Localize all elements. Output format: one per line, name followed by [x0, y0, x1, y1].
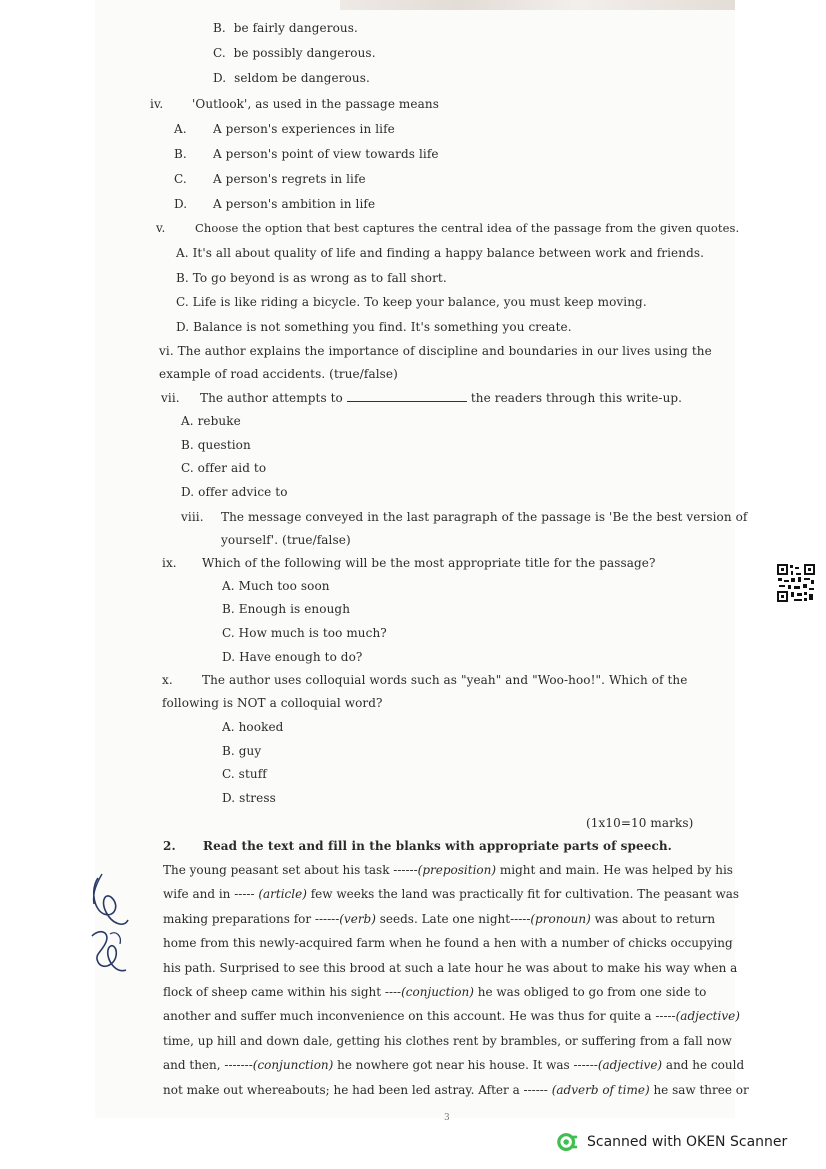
q1-ix-option-c: C. How much is too much? — [222, 626, 387, 640]
q1-v-question: Choose the option that best captures the central idea of the passage from the given quotes. — [195, 221, 740, 235]
q1-v-option-c: C. Life is like riding a bicycle. To keep your balance, you must keep moving. — [176, 295, 647, 309]
q1-iii-option-d: D. seldom be dangerous. — [213, 71, 370, 85]
passage-text: he nowhere got near his house. It was ------ — [333, 1058, 598, 1072]
passage-text: making preparations for ------ — [163, 912, 340, 926]
passage-text: wife and in ----- — [163, 887, 259, 901]
q1-vii-option-a: A. rebuke — [181, 414, 241, 428]
q1-iv-option-a-letter: A. — [174, 122, 187, 136]
q1-x-option-d: D. stress — [222, 791, 276, 805]
q1-vii-option-d: D. offer advice to — [181, 485, 288, 499]
blank-hint: (adjective) — [597, 1058, 663, 1072]
q1-v-option-d: D. Balance is not something you find. It's something you create. — [176, 320, 572, 334]
passage-text: few weeks the land was practically fit for cultivation. The peasant was — [306, 887, 740, 901]
q2-number: 2. — [163, 839, 176, 853]
q2-passage-line — [163, 863, 733, 878]
q1-iv-option-c: A person's regrets in life — [213, 172, 366, 186]
q1-iii-option-b: B. be fairly dangerous. — [213, 21, 358, 35]
q2-passage-line — [163, 936, 733, 951]
q1-vii-before: The author attempts to — [200, 391, 343, 405]
passage-text: another and suffer much inconvenience on this account. He was thus for quite a ----- — [163, 1009, 676, 1023]
q1-vi-line-2: example of road accidents. (true/false) — [159, 367, 398, 381]
blank-hint: (verb) — [339, 912, 376, 926]
passage-text: time, up hill and down dale, getting his clothes rent by brambles, or suffering from a fall now — [163, 1034, 732, 1048]
passage-text: and he could — [662, 1058, 745, 1072]
passage-text: flock of sheep came within his sight ---- — [163, 985, 402, 999]
q1-vii-option-b: B. question — [181, 438, 251, 452]
q1-ix-option-b: B. Enough is enough — [222, 602, 351, 616]
passage-text: he was obliged to go from one side to — [473, 985, 707, 999]
blank-hint: (adverb of time) — [551, 1083, 650, 1097]
passage-text: and then, ------- — [163, 1058, 253, 1072]
q1-vii-question — [200, 391, 682, 406]
scanner-watermark — [557, 1130, 787, 1154]
q1-iv-option-b-letter: B. — [174, 147, 187, 161]
q1-viii-line-2: yourself'. (true/false) — [221, 533, 351, 547]
passage-text: The young peasant set about his task ------ — [163, 863, 418, 877]
page-number: 3 — [444, 1113, 450, 1123]
blank-hint: (adjective) — [675, 1009, 740, 1023]
q1-viii-line-1: The message conveyed in the last paragraph of the passage is 'Be the best version of — [221, 510, 748, 524]
q2-passage-line — [163, 887, 740, 902]
passage-text: he saw three or — [649, 1083, 749, 1097]
q1-v-option-a: A. It's all about quality of life and finding a happy balance between work and friends. — [176, 246, 705, 260]
q1-vii-number: vii. — [161, 391, 180, 405]
q1-v-option-b: B. To go beyond is as wrong as to fall short. — [176, 271, 447, 285]
q1-x-line-1: The author uses colloquial words such as "yeah" and "Woo-hoo!". Which of the — [202, 673, 688, 687]
q1-vii-option-c: C. offer aid to — [181, 461, 267, 475]
q1-iv-question: 'Outlook', as used in the passage means — [192, 97, 439, 111]
q1-ix-question: Which of the following will be the most appropriate title for the passage? — [202, 556, 656, 570]
q1-iv-option-a: A person's experiences in life — [213, 122, 395, 136]
q2-passage-line — [163, 1083, 749, 1098]
watermark-text: Scanned with OKEN Scanner — [587, 1134, 788, 1150]
q1-ix-option-a: A. Much too soon — [222, 579, 330, 593]
passage-text: home from this newly-acquired farm when he found a hen with a number of chicks occupying — [163, 936, 733, 950]
q1-x-line-2: following is NOT a colloquial word? — [162, 696, 383, 710]
passage-text: seeds. Late one night----- — [375, 912, 531, 926]
q1-iii-option-c: C. be possibly dangerous. — [213, 46, 376, 60]
q2-passage-line — [163, 1009, 740, 1024]
blank-hint: (conjuction) — [401, 985, 474, 999]
q1-x-number: x. — [162, 673, 173, 687]
q1-ix-option-d: D. Have enough to do? — [222, 650, 363, 664]
q2-passage-line — [163, 961, 738, 976]
q1-iv-number: iv. — [150, 97, 164, 111]
passage-text: not make out whereabouts; he had been led astray. After a ------ — [163, 1083, 552, 1097]
q1-marks: (1x10=10 marks) — [586, 816, 694, 830]
q2-passage-line — [163, 912, 716, 927]
qr-code-icon — [776, 563, 816, 603]
handwritten-signature — [86, 870, 131, 980]
q1-x-option-a: A. hooked — [222, 720, 284, 734]
oken-scanner-logo-icon — [557, 1131, 579, 1153]
blank-hint: (conjunction) — [252, 1058, 334, 1072]
page-edge-shadow — [340, 0, 735, 10]
q1-x-option-c: C. stuff — [222, 767, 267, 781]
answer-blank — [347, 391, 467, 402]
passage-text: was about to return — [590, 912, 716, 926]
blank-hint: (article) — [258, 887, 307, 901]
q2-passage-line — [163, 1058, 745, 1073]
q1-x-option-b: B. guy — [222, 744, 262, 758]
q1-viii-number: viii. — [181, 510, 204, 524]
q2-passage-line — [163, 1034, 732, 1049]
passage-text: might and main. He was helped by his — [496, 863, 733, 877]
q1-iv-option-d-letter: D. — [174, 197, 188, 211]
blank-hint: (pronoun) — [530, 912, 591, 926]
q2-passage-line — [163, 985, 707, 1000]
passage-text: his path. Surprised to see this brood at such a late hour he was about to make his way when a — [163, 961, 738, 975]
q1-ix-number: ix. — [162, 556, 177, 570]
q1-iv-option-d: A person's ambition in life — [213, 197, 376, 211]
q1-vi-line-1: vi. The author explains the importance of discipline and boundaries in our lives using the — [159, 344, 712, 358]
q1-vii-after: the readers through this write-up. — [470, 391, 683, 405]
blank-hint: (preposition) — [417, 863, 497, 877]
q2-heading: Read the text and fill in the blanks with appropriate parts of speech. — [203, 839, 672, 853]
q1-iv-option-c-letter: C. — [174, 172, 187, 186]
q1-iv-option-b: A person's point of view towards life — [213, 147, 439, 161]
q1-v-number: v. — [156, 221, 166, 235]
